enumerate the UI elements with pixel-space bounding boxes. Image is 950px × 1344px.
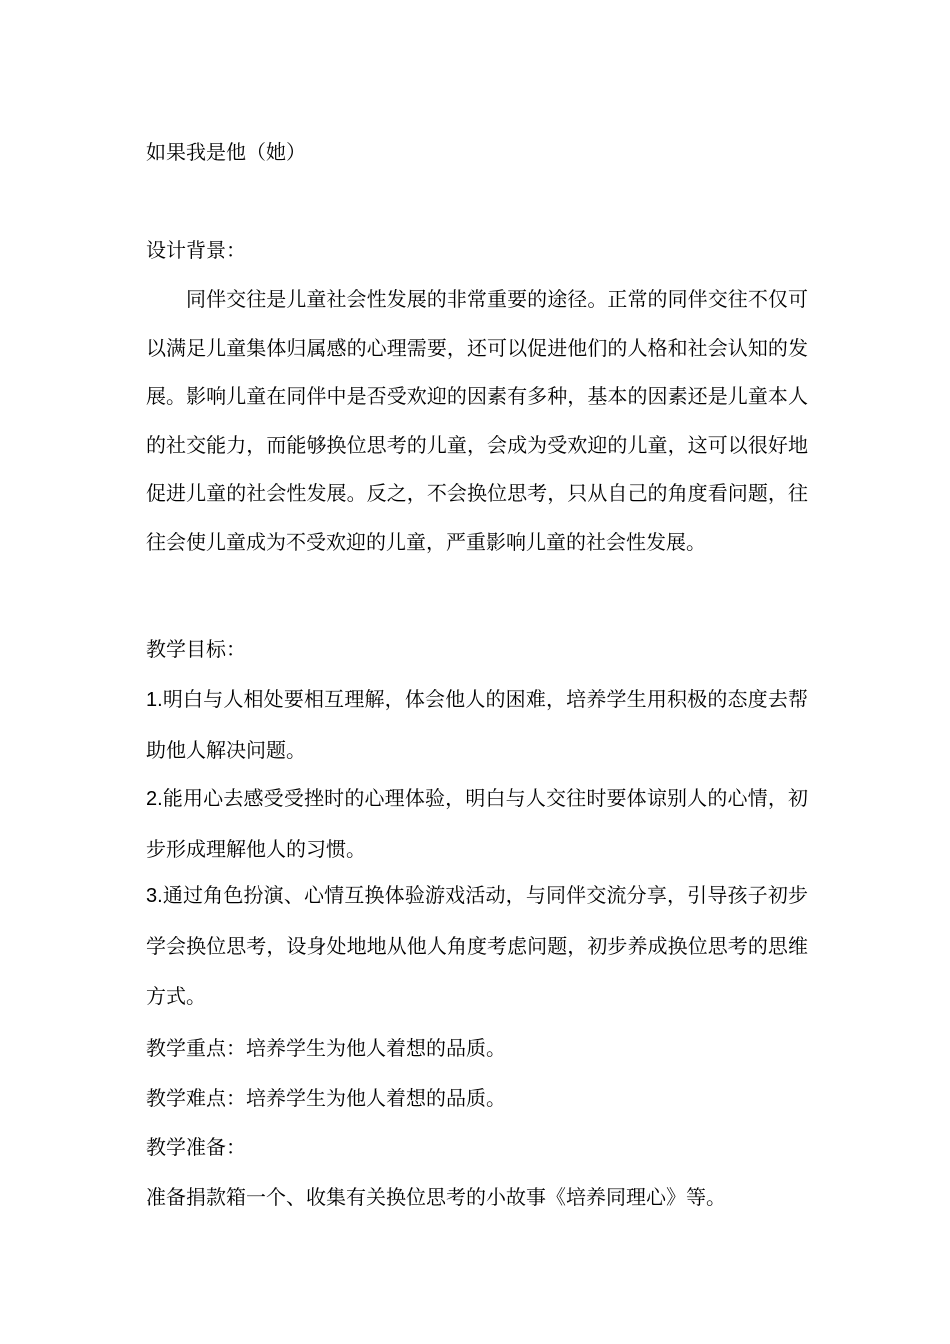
objective-item-2	[146, 773, 808, 874]
objective-item-3	[146, 870, 808, 1021]
preparation-heading: 教学准备：	[146, 1135, 246, 1159]
objective-number: 1.	[146, 689, 163, 711]
objective-text: 能用心去感受受挫时的心理体验，明白与人交往时要体谅别人的心情，初步形成理解他人的习惯。	[146, 786, 808, 861]
document-page	[146, 0, 808, 1344]
background-heading: 设计背景：	[146, 238, 246, 262]
objectives-heading: 教学目标：	[146, 637, 246, 661]
objective-item-1	[146, 674, 808, 775]
objective-text: 明白与人相处要相互理解，体会他人的困难，培养学生用积极的态度去帮助他人解决问题。	[146, 687, 808, 762]
difficulty-line: 教学难点：培养学生为他人着想的品质。	[146, 1086, 506, 1110]
preparation-text: 准备捐款箱一个、收集有关换位思考的小故事《培养同理心》等。	[146, 1185, 726, 1209]
document-title: 如果我是他（她）	[146, 140, 306, 164]
background-paragraph: 同伴交往是儿童社会性发展的非常重要的途径。正常的同伴交往不仅可以满足儿童集体归属感的心理需要，还可以促进他们的人格和社会认知的发展。影响儿童在同伴中是否受欢迎的因素有多种，基本的因素还是儿童本人的社交能力，而能够换位思考的儿童，会成为受欢迎的儿童，这可以很好地促进儿童的社会性发展。反之，不会换位思考，只从自己的角度看问题，往往会使儿童成为不受欢迎的儿童，严重影响儿童的社会性发展。	[146, 287, 808, 554]
objective-number: 3.	[146, 885, 163, 907]
objective-text: 通过角色扮演、心情互换体验游戏活动，与同伴交流分享，引导孩子初步学会换位思考，设身处地地从他人角度考虑问题，初步养成换位思考的思维方式。	[146, 883, 808, 1008]
key-point-line: 教学重点：培养学生为他人着想的品质。	[146, 1036, 506, 1060]
objective-number: 2.	[146, 788, 163, 810]
